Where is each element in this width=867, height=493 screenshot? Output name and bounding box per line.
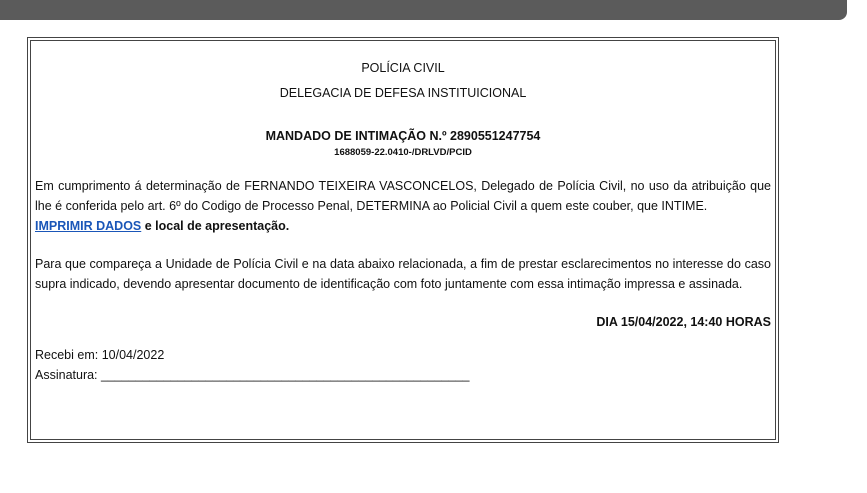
appointment-date: DIA 15/04/2022, 14:40 HORAS bbox=[596, 315, 771, 329]
received-date: 10/04/2022 bbox=[101, 348, 165, 362]
paragraph-determination-text: Em cumprimento á determinação de FERNANDO TEIXEIRA VASCONCELOS, Delegado de Polícia Civil, no uso da atribuição que lhe é conferida pelo art. 6º do Codigo de Processo Penal, DETERMINA ao Policial Civil a quem este couber, que INTIME. bbox=[35, 179, 771, 213]
link-suffix-text: e local de apresentação. bbox=[144, 219, 290, 233]
document-reference: 1688059-22.0410-/DRLVD/PCID bbox=[334, 147, 472, 158]
paragraph-instructions: Para que compareça a Unidade de Polícia Civil e na data abaixo relacionada, a fim de prestar esclarecimentos no interesse do caso supra indicado, devendo apresentar documento de identificação com foto juntamente com essa intimação impressa e assinada. bbox=[35, 257, 771, 291]
org-heading: POLÍCIA CIVIL bbox=[361, 61, 445, 75]
signature-line bbox=[35, 365, 771, 385]
document-content bbox=[30, 40, 776, 440]
paragraph-determination bbox=[35, 176, 771, 236]
browser-top-bar bbox=[0, 0, 847, 20]
document-title: MANDADO DE INTIMAÇÃO N.º 2890551247754 bbox=[265, 129, 541, 143]
signature-blank: _____________________________________________________ bbox=[101, 368, 470, 382]
print-data-link[interactable]: IMPRIMIR DADOS bbox=[35, 219, 142, 233]
received-label: Recebi em: bbox=[35, 348, 99, 362]
signature-label: Assinatura: bbox=[35, 368, 98, 382]
document-frame bbox=[27, 37, 779, 443]
received-line bbox=[35, 345, 771, 365]
department-heading: DELEGACIA DE DEFESA INSTITUICIONAL bbox=[279, 86, 527, 100]
